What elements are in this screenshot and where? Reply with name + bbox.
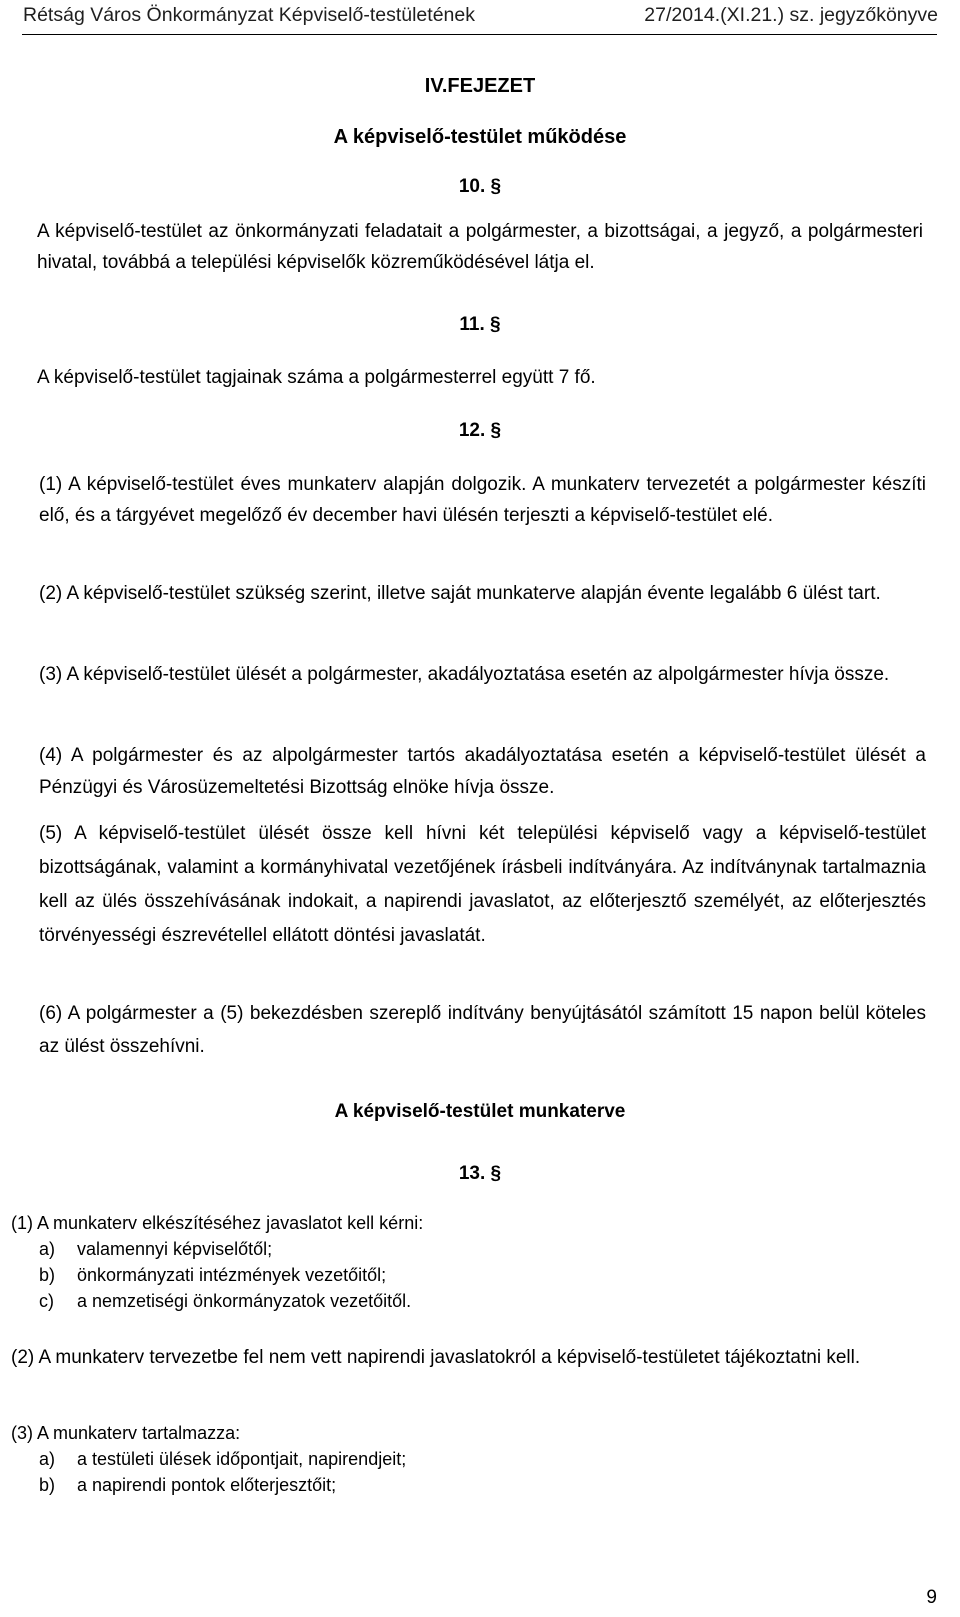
paragraph-text: A képviselő-testület éves munkaterv alapján dolgozik. A munkaterv tervezetét a polgármester készíti elő, és a tárgyévet megelőző év december havi ülésén terjeszti a képviselő-testület elé. [39, 474, 927, 526]
subsection-title: A képviselő-testület munkaterve [334, 1101, 626, 1122]
list-item [11, 1288, 423, 1314]
list-item-text: a napirendi pontok előterjesztőit; [77, 1475, 337, 1495]
paragraph-label: (3) [11, 1423, 33, 1443]
paragraph-text: A munkaterv tervezetbe fel nem vett napirendi javaslatokról a képviselő-testületet tájékoztatni kell. [38, 1347, 861, 1368]
section-13-number: 13. § [458, 1163, 502, 1184]
section-12-paragraph-4 [39, 740, 926, 804]
section-11-text: A képviselő-testület tagjainak száma a polgármesterrel együtt 7 fő. [37, 367, 596, 388]
list-item [11, 1262, 423, 1288]
section-13-paragraph-3 [11, 1420, 406, 1498]
section-13-paragraph-1 [11, 1210, 423, 1314]
paragraph-label: (4) [39, 745, 63, 766]
paragraph-label: (1) [39, 474, 63, 495]
section-12-paragraph-3 [39, 659, 926, 690]
paragraph-text: A képviselő-testület ülését a polgármester, akadályoztatása esetén az alpolgármester hívja össze. [66, 664, 890, 685]
chapter-title: IV.FEJEZET [424, 75, 536, 97]
header-right: 27/2014.(XI.21.) sz. jegyzőkönyve [644, 4, 938, 26]
section-13-paragraph-2 [11, 1343, 927, 1372]
list-item-label: b) [39, 1265, 56, 1285]
paragraph-label: (6) [39, 1003, 63, 1024]
page-number: 9 [926, 1587, 937, 1608]
paragraph-text: A polgármester és az alpolgármester tartós akadályoztatása esetén a képviselő-testület ülését a Pénzügyi és Városüzemeltetési Bizottság elnöke hívja össze. [39, 745, 927, 798]
chapter-subtitle: A képviselő-testület működése [333, 126, 627, 148]
section-10-number: 10. § [458, 176, 502, 197]
section-10-text: A képviselő-testület az önkormányzati feladatait a polgármester, a bizottságai, a jegyző, a polgármesteri hivatal, továbbá a települési képviselők közreműködésével látja el. [37, 221, 923, 273]
header-left: Rétság Város Önkormányzat Képviselő-testületének [23, 4, 475, 26]
paragraph-label: (1) [11, 1213, 33, 1233]
list-item [11, 1446, 406, 1472]
list-item-text: önkormányzati intézmények vezetőitől; [77, 1265, 387, 1285]
paragraph-label: (5) [39, 823, 63, 844]
section-12-paragraph-5 [39, 817, 926, 953]
list-item-label: b) [39, 1475, 56, 1495]
header-divider [22, 34, 937, 35]
section-12-paragraph-2 [39, 578, 926, 609]
list-item [11, 1472, 406, 1498]
list-item-label: c) [39, 1291, 54, 1311]
list-item-text: valamennyi képviselőtől; [77, 1239, 273, 1259]
paragraph-text: A polgármester a (5) bekezdésben szereplő indítvány benyújtásától számított 15 napon belül köteles az ülést összehívni. [39, 1003, 926, 1057]
paragraph-text: A képviselő-testület ülését össze kell hívni két települési képviselő vagy a képviselő-testület bizottságának, valamint a kormányhivatal vezetőjének írásbeli indítványára. Az indítványnak tartalmaznia kell az ülés összehívásának indokait, a napirendi javaslatot, az előterjesztő személyét, az előterjesztés törvényességi észrevétellel ellátott döntési javaslatát. [39, 823, 926, 946]
section-12-paragraph-1 [39, 469, 926, 531]
list-item-text: a nemzetiségi önkormányzatok vezetőitől. [77, 1291, 412, 1311]
paragraph-label: (2) [11, 1347, 35, 1368]
section-12-paragraph-6 [39, 997, 926, 1063]
list-item-text: a testületi ülések időpontjait, napirendjeit; [77, 1449, 407, 1469]
list-item-label: a) [39, 1449, 56, 1469]
paragraph-text: A képviselő-testület szükség szerint, illetve saját munkaterve alapján évente legalább 6 ülést tart. [66, 583, 881, 604]
paragraph-label: (2) [39, 583, 63, 604]
list-item [11, 1236, 423, 1262]
paragraph-text: A munkaterv tartalmazza: [37, 1423, 241, 1443]
paragraph-label: (3) [39, 664, 63, 685]
section-12-number: 12. § [458, 420, 502, 441]
section-11-number: 11. § [459, 314, 501, 335]
list-item-label: a) [39, 1239, 56, 1259]
paragraph-text: A munkaterv elkészítéséhez javaslatot kell kérni: [37, 1213, 424, 1233]
